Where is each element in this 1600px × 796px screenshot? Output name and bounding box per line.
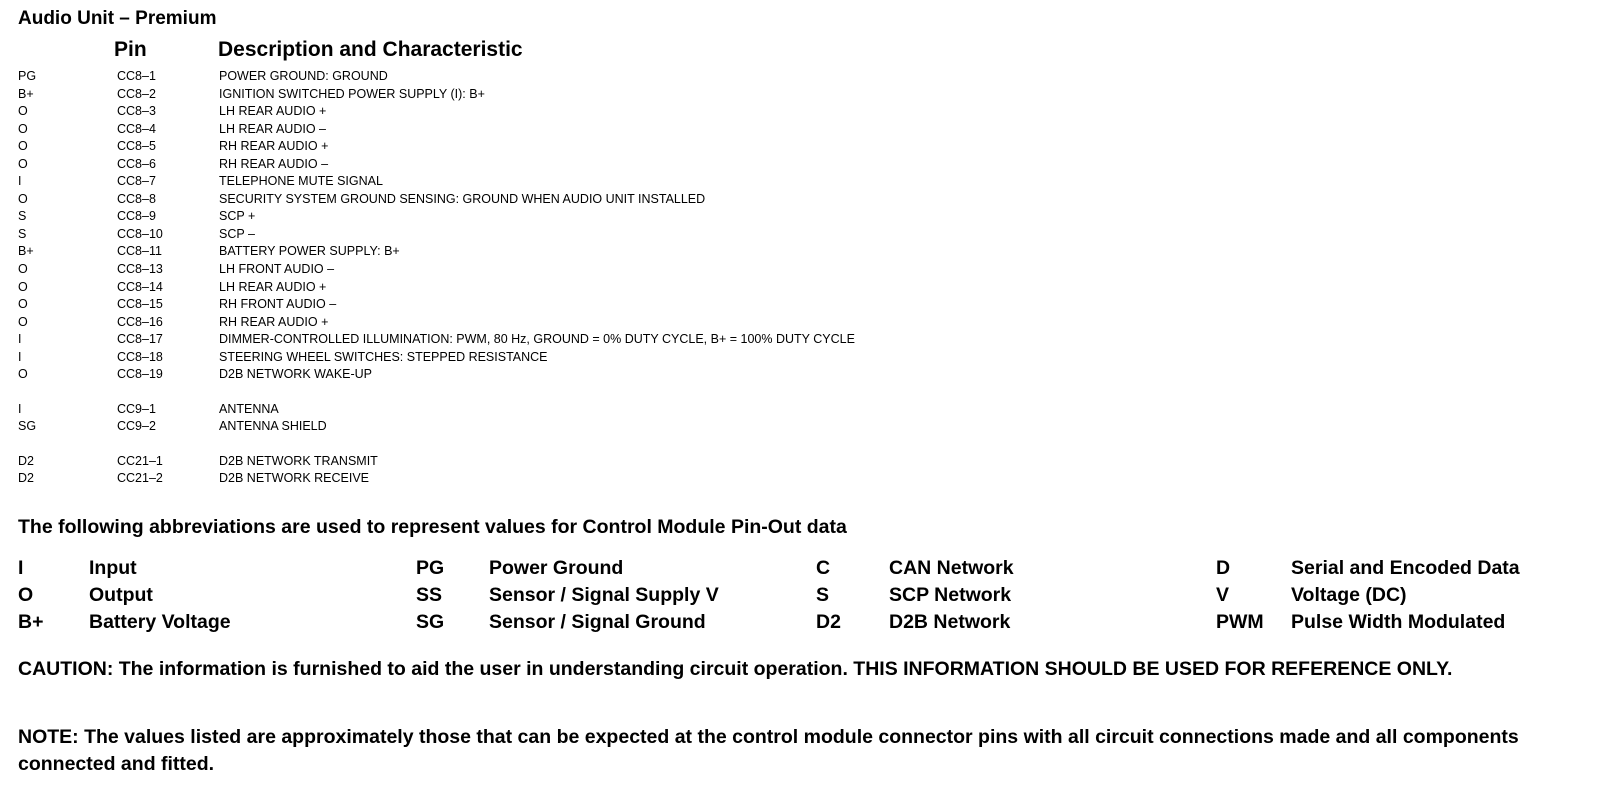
pin-row — [0, 138, 1600, 156]
abbreviation-meaning: CAN Network — [889, 557, 1014, 579]
abbreviation-code: C — [816, 557, 831, 579]
abbreviation-meaning: Battery Voltage — [89, 611, 231, 633]
abbreviation-meaning: Sensor / Signal Supply V — [489, 584, 719, 606]
pin-row — [0, 243, 1600, 261]
pin-type: S — [18, 209, 27, 224]
abbreviation-row — [0, 610, 1600, 637]
pin-row — [0, 68, 1600, 86]
abbreviation-meaning: Voltage (DC) — [1291, 584, 1407, 606]
caution-notice: CAUTION: The information is furnished to aid the user in understanding circuit operation. THIS INFORMATION SHOULD BE USED FOR REFERENCE ONLY. — [18, 658, 1453, 680]
pin-id: CC8–8 — [117, 191, 156, 206]
pin-description: SCP – — [219, 226, 255, 241]
pin-description: IGNITION SWITCHED POWER SUPPLY (I): B+ — [219, 86, 485, 101]
pin-type: S — [18, 226, 27, 241]
pin-id: CC21–2 — [117, 471, 163, 486]
pin-id: CC8–16 — [117, 314, 163, 329]
pin-description: LH FRONT AUDIO – — [219, 262, 335, 277]
pin-column-header: Pin — [114, 38, 147, 61]
pin-row — [0, 173, 1600, 191]
abbreviation-meaning: Power Ground — [489, 557, 624, 579]
pin-row — [0, 279, 1600, 297]
abbreviation-meaning: SCP Network — [889, 584, 1012, 606]
page-title: Audio Unit – Premium — [18, 8, 217, 29]
pin-id: CC8–18 — [117, 349, 163, 364]
pin-description: RH REAR AUDIO – — [219, 156, 329, 171]
pin-id: CC8–1 — [117, 69, 156, 83]
pin-type: SG — [18, 419, 37, 434]
pin-id: CC8–4 — [117, 121, 156, 136]
pin-type: O — [18, 367, 28, 382]
abbreviation-meaning: D2B Network — [889, 611, 1011, 633]
pin-id: CC8–17 — [117, 332, 163, 347]
pin-row — [0, 121, 1600, 139]
abbreviation-code: I — [18, 557, 24, 579]
pin-type: I — [18, 174, 22, 189]
abbreviation-meaning: Serial and Encoded Data — [1291, 557, 1520, 579]
pin-row — [0, 314, 1600, 332]
pin-row — [0, 103, 1600, 121]
pin-id: CC8–6 — [117, 156, 156, 171]
pin-type: O — [18, 104, 28, 119]
pin-type: B+ — [18, 244, 34, 259]
pin-row — [0, 296, 1600, 314]
abbreviation-meaning: Output — [89, 584, 153, 606]
pin-row — [0, 366, 1600, 384]
pin-type: O — [18, 262, 28, 277]
pin-type: O — [18, 191, 28, 206]
abbreviation-code: D2 — [816, 611, 841, 633]
pin-description: D2B NETWORK WAKE-UP — [219, 367, 373, 382]
abbreviation-code: O — [18, 584, 34, 606]
abbreviation-code: B+ — [18, 611, 44, 633]
pin-id: CC8–10 — [117, 226, 163, 241]
abbreviation-meaning: Pulse Width Modulated — [1291, 611, 1506, 633]
pin-id: CC8–9 — [117, 209, 156, 224]
abbreviation-code: S — [816, 584, 830, 606]
pin-type: I — [18, 332, 22, 347]
pin-id: CC8–7 — [117, 174, 156, 189]
pin-id: CC8–2 — [117, 86, 156, 101]
note-text: NOTE: The values listed are approximately those that can be expected at the control module connector pins with all circuit connections made and all components connected and fitted. — [18, 726, 1519, 775]
pin-row — [0, 208, 1600, 226]
abbreviation-code: V — [1216, 584, 1230, 606]
pin-id: CC21–1 — [117, 453, 163, 468]
pin-id: CC8–11 — [117, 244, 162, 259]
pin-description: SECURITY SYSTEM GROUND SENSING: GROUND WHEN AUDIO UNIT INSTALLED — [219, 191, 706, 206]
pin-description: LH REAR AUDIO + — [219, 279, 327, 294]
pin-type: PG — [18, 69, 37, 83]
pin-id: CC8–15 — [117, 297, 163, 312]
abbreviations-heading: The following abbreviations are used to represent values for Control Module Pin-Out data — [18, 516, 847, 538]
pin-type: O — [18, 314, 28, 329]
pin-description: RH REAR AUDIO + — [219, 314, 329, 329]
pin-type: O — [18, 297, 28, 312]
abbreviation-code: D — [1216, 557, 1231, 579]
abbreviation-code: SG — [416, 611, 445, 633]
abbreviation-code: PG — [416, 557, 445, 579]
pin-id: CC8–13 — [117, 262, 163, 277]
pin-description: TELEPHONE MUTE SIGNAL — [219, 174, 383, 189]
pin-description: LH REAR AUDIO + — [219, 104, 327, 119]
pin-row — [0, 349, 1600, 367]
pin-row — [0, 156, 1600, 174]
pin-description: LH REAR AUDIO – — [219, 121, 326, 136]
pin-id: CC8–3 — [117, 104, 156, 119]
pin-row — [0, 401, 1600, 419]
pin-id: CC8–14 — [117, 279, 163, 294]
pin-row — [0, 470, 1600, 488]
pin-type: I — [18, 401, 22, 416]
pin-description: POWER GROUND: GROUND — [219, 69, 388, 83]
abbreviation-code: PWM — [1216, 611, 1264, 633]
pin-description: SCP + — [219, 209, 256, 224]
pin-id: CC8–19 — [117, 367, 163, 382]
pin-row — [0, 226, 1600, 244]
pin-row — [0, 261, 1600, 279]
pin-type: D2 — [18, 471, 34, 486]
pin-type: I — [18, 349, 22, 364]
abbreviation-meaning: Input — [89, 557, 137, 579]
pin-row — [0, 453, 1600, 471]
pin-description: BATTERY POWER SUPPLY: B+ — [219, 244, 400, 259]
abbreviation-code: SS — [416, 584, 443, 606]
pin-type: O — [18, 279, 28, 294]
pin-description: STEERING WHEEL SWITCHES: STEPPED RESISTANCE — [219, 349, 548, 364]
pin-row — [0, 191, 1600, 209]
abbreviation-row — [0, 556, 1600, 583]
pin-row — [0, 418, 1600, 436]
abbreviation-row — [0, 583, 1600, 610]
pin-description: DIMMER-CONTROLLED ILLUMINATION: PWM, 80 Hz, GROUND = 0% DUTY CYCLE, B+ = 100% DUTY CYCLE — [219, 332, 855, 347]
abbreviations-legend — [0, 556, 1600, 638]
pin-id: CC9–1 — [117, 401, 156, 416]
pin-type: O — [18, 121, 28, 136]
description-column-header: Description and Characteristic — [218, 38, 523, 61]
pin-type: O — [18, 156, 28, 171]
pin-row — [0, 86, 1600, 104]
pin-id: CC9–2 — [117, 419, 156, 434]
pin-row — [0, 331, 1600, 349]
pin-type: D2 — [18, 453, 34, 468]
pin-description: RH REAR AUDIO + — [219, 139, 329, 154]
pin-id: CC8–5 — [117, 139, 156, 154]
pin-description: D2B NETWORK TRANSMIT — [219, 453, 378, 468]
pin-type: B+ — [18, 86, 34, 101]
abbreviation-meaning: Sensor / Signal Ground — [489, 611, 706, 633]
pin-description: ANTENNA SHIELD — [219, 419, 327, 434]
pin-type: O — [18, 139, 28, 154]
pin-description: D2B NETWORK RECEIVE — [219, 471, 370, 486]
pin-description: RH FRONT AUDIO – — [219, 297, 337, 312]
pin-table — [0, 68, 1600, 488]
pin-description: ANTENNA — [219, 401, 279, 416]
